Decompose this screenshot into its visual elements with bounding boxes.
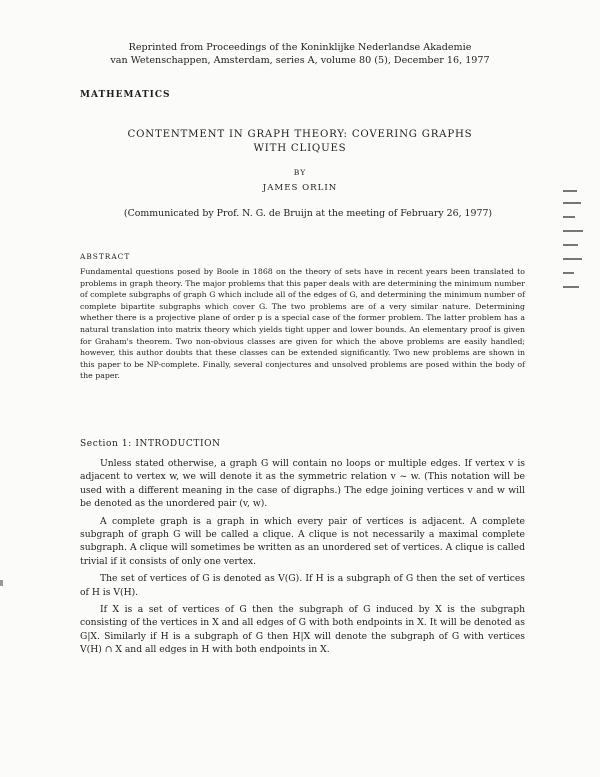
margin-mark: [563, 190, 577, 192]
subject-label: MATHEMATICS: [80, 90, 171, 100]
by-label: BY: [293, 168, 307, 177]
scan-edge-mark: [0, 580, 3, 586]
margin-mark: [563, 230, 583, 232]
margin-mark: [563, 202, 581, 204]
title-line-1: CONTENTMENT IN GRAPH THEORY: COVERING GRAPHS: [127, 129, 473, 140]
section-heading: Section 1: INTRODUCTION: [80, 439, 221, 449]
title-line-2: WITH CLIQUES: [253, 143, 347, 154]
abstract-heading: ABSTRACT: [80, 252, 131, 261]
paragraph: A complete graph is a graph in which every pair of vertices is adjacent. A complete subgraph of graph G will be called a clique. A clique is not necessarily a maximal complete subgraph. A clique will sometimes be written as an unordered set of vertices. A clique is called trivial if it consists of only one vertex.: [80, 515, 525, 567]
reprint-line-2: van Wetenschappen, Amsterdam, series A, volume 80 (5), December 16, 1977: [110, 54, 490, 66]
margin-mark: [563, 244, 578, 246]
margin-mark: [563, 272, 574, 274]
paragraph: The set of vertices of G is denoted as V(G). If H is a subgraph of G then the set of vertices of H is V(H).: [80, 573, 525, 598]
paragraph: If X is a set of vertices of G then the subgraph of G induced by X is the subgraph consisting of the vertices in X and all edges of G with both endpoints in X. It will be denoted as G|X. Similarly if H is a subgraph of G then H|X will denote the subgraph of G with vertices V(H) ∩ X and all edges in H with both endpoints in X.: [80, 604, 525, 656]
abstract-text: Fundamental questions posed by Boole in 1868 on the theory of sets have in recent years been translated to problems in graph theory. The major problems that this paper deals with are determining the minimum number of complete subgraphs of graph G which include all of the edges of G, and determining the minimum number of complete bipartite subgraphs which cover G. The two problems are of a very similar nature. Determining whether there is a projective plane of order p is a special case of the former problem. The latter problem has a natural translation into matrix theory which yields tight upper and lower bounds. An elementary proof is given for Graham's theorem. Two non-obvious classes are given for which the above problems are easily handled; however, this author doubts that these classes can be extended significantly. Two new problems are shown in this paper to be NP-complete. Finally, several conjectures and unsolved problems are posed within the body of the paper.: [80, 267, 525, 381]
author-name: JAMES ORLIN: [262, 183, 338, 193]
abstract-body: [80, 266, 525, 382]
margin-mark: [563, 258, 582, 260]
margin-mark: [563, 286, 579, 288]
reprint-notice: [60, 42, 540, 67]
communicated-note: (Communicated by Prof. N. G. de Bruijn at the meeting of February 26, 1977): [123, 208, 493, 219]
paper-title: [80, 128, 520, 156]
reprint-line-1: Reprinted from Proceedings of the Koninklijke Nederlandse Akademie: [128, 42, 472, 53]
margin-annotation-marks: [563, 190, 585, 295]
paragraph: Unless stated otherwise, a graph G will contain no loops or multiple edges. If vertex v is adjacent to vertex w, we will denote it as the symmetric relation v ~ w. (This notation will be used with a different meaning in the case of digraphs.) The edge joining vertices v and w will be denoted as the unordered pair (v, w).: [80, 458, 525, 510]
section-body: [80, 457, 525, 661]
margin-mark: [563, 216, 575, 218]
